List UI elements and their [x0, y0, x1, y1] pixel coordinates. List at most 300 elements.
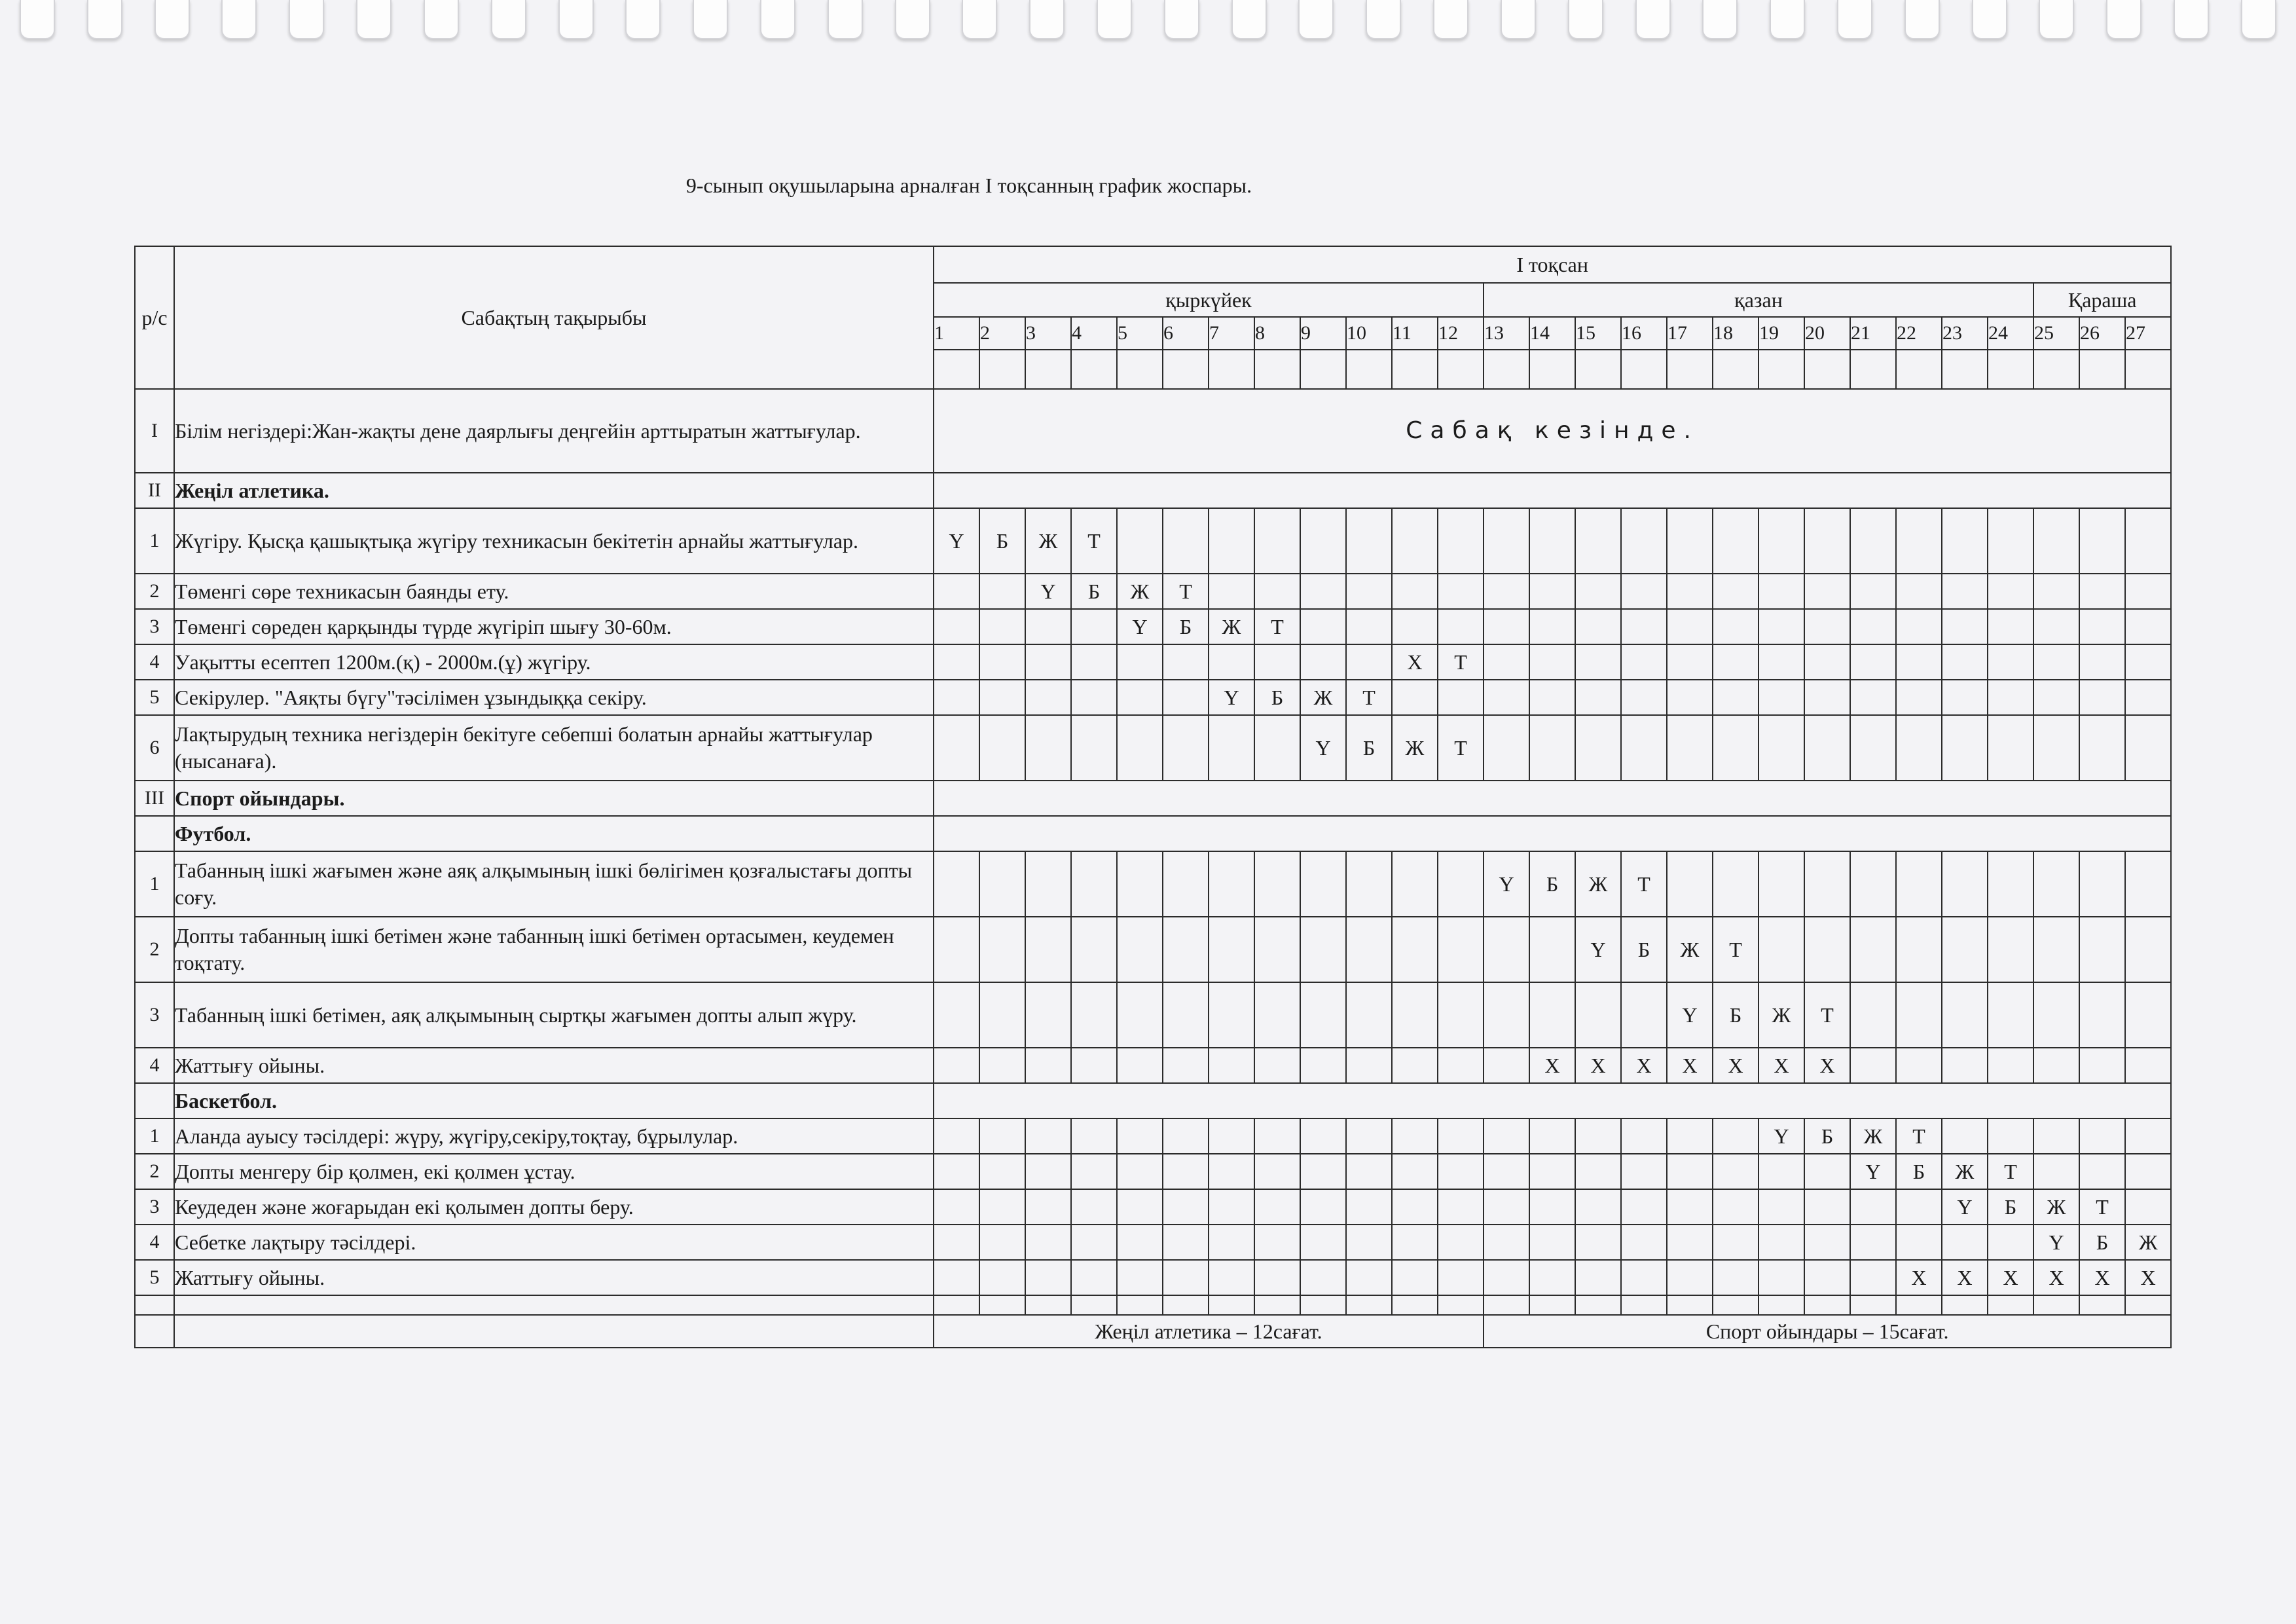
binding-ring — [1972, 0, 2007, 39]
schedule-cell — [1300, 1225, 1346, 1260]
schedule-cell — [1988, 851, 2033, 917]
binding-ring — [491, 0, 526, 39]
schedule-cell — [1667, 574, 1713, 609]
schedule-cell — [1758, 715, 1804, 781]
schedule-cell — [2033, 644, 2079, 680]
schedule-cell — [1713, 715, 1758, 781]
schedule-cell: Х — [1942, 1260, 1988, 1295]
row-topic: Табанның ішкі бетімен, аяқ алқымының сыртқы жағымен допты алып жүру. — [174, 982, 934, 1048]
row-number: ІІІ — [135, 781, 174, 816]
footer-num — [135, 1315, 174, 1348]
schedule-cell — [1117, 508, 1163, 574]
schedule-cell: Х — [1988, 1260, 2033, 1295]
schedule-cell — [1667, 609, 1713, 644]
schedule-cell — [1713, 1189, 1758, 1225]
schedule-cell — [1346, 1260, 1392, 1295]
schedule-cell — [1071, 680, 1117, 715]
schedule-cell — [1758, 851, 1804, 917]
schedule-cell — [2125, 574, 2171, 609]
schedule-cell — [1804, 574, 1850, 609]
schedule-cell — [1163, 644, 1209, 680]
schedule-cell — [1804, 609, 1850, 644]
schedule-cell — [1850, 680, 1896, 715]
schedule-cell — [1392, 851, 1438, 917]
table-row — [135, 816, 2171, 851]
schedule-cell — [1758, 917, 1804, 982]
schedule-cell: Б — [1896, 1154, 1942, 1189]
schedule-cell — [1942, 1118, 1988, 1154]
table-row — [135, 574, 2171, 609]
schedule-cell — [1163, 851, 1209, 917]
schedule-cell — [1529, 508, 1575, 574]
schedule-cell: Х — [1713, 1048, 1758, 1083]
schedule-cell — [1621, 982, 1667, 1048]
schedule-cell — [1071, 644, 1117, 680]
binding-ring — [1231, 0, 1267, 39]
row-topic: Спорт ойындары. — [174, 781, 934, 816]
schedule-cell — [1850, 1295, 1896, 1315]
header-day-number: 21 — [1850, 317, 1896, 350]
schedule-cell — [1254, 574, 1300, 609]
schedule-cell — [934, 1118, 979, 1154]
row-topic: Жүгіру. Қысқа қашықтықа жүгіру техникасын бекітетін арнайы жаттығулар. — [174, 508, 934, 574]
schedule-cell — [2079, 609, 2125, 644]
schedule-cell — [979, 1260, 1025, 1295]
schedule-cell — [1209, 1048, 1254, 1083]
schedule-cell — [1209, 917, 1254, 982]
header-day-number: 5 — [1117, 317, 1163, 350]
schedule-cell — [1117, 644, 1163, 680]
schedule-cell — [1667, 851, 1713, 917]
schedule-cell — [1254, 1295, 1300, 1315]
schedule-cell — [1942, 609, 1988, 644]
binding-ring — [1164, 0, 1199, 39]
schedule-cell — [1209, 851, 1254, 917]
schedule-cell — [1254, 1154, 1300, 1189]
schedule-cell — [1209, 508, 1254, 574]
row-number: 2 — [135, 917, 174, 982]
schedule-cell — [1438, 982, 1484, 1048]
schedule-cell — [1621, 1154, 1667, 1189]
header-day-number: 8 — [1254, 317, 1300, 350]
schedule-cell — [1163, 917, 1209, 982]
binding-ring — [1837, 0, 1872, 39]
schedule-cell — [1850, 1189, 1896, 1225]
schedule-cell — [2125, 1048, 2171, 1083]
schedule-cell — [2079, 1295, 2125, 1315]
header-month: қыркүйек — [934, 283, 1484, 317]
schedule-cell — [1117, 917, 1163, 982]
schedule-cell: Т — [1346, 680, 1392, 715]
schedule-cell — [1209, 644, 1254, 680]
row-topic: Себетке лақтыру тәсілдері. — [174, 1225, 934, 1260]
schedule-cell — [1667, 715, 1713, 781]
schedule-cell — [1575, 1189, 1621, 1225]
schedule-cell — [1025, 1118, 1071, 1154]
schedule-cell — [1529, 574, 1575, 609]
schedule-cell — [2125, 644, 2171, 680]
schedule-cell — [1529, 1189, 1575, 1225]
schedule-cell — [1896, 1295, 1942, 1315]
header-day-number: 13 — [1484, 317, 1529, 350]
schedule-cell — [1117, 1189, 1163, 1225]
schedule-cell — [1300, 1154, 1346, 1189]
schedule-cell — [1667, 644, 1713, 680]
schedule-cell — [1850, 917, 1896, 982]
schedule-cell — [1071, 609, 1117, 644]
binding-ring — [962, 0, 997, 39]
schedule-cell — [2079, 982, 2125, 1048]
schedule-cell — [1209, 1225, 1254, 1260]
footer-topic — [174, 1315, 934, 1348]
spiral-binding — [0, 0, 2296, 52]
row-number: 3 — [135, 982, 174, 1048]
schedule-cell — [1484, 1225, 1529, 1260]
schedule-cell — [1804, 1260, 1850, 1295]
schedule-cell: Ү — [1667, 982, 1713, 1048]
schedule-cell — [1896, 680, 1942, 715]
schedule-cell — [1850, 508, 1896, 574]
schedule-cell — [1621, 1295, 1667, 1315]
row-topic: Жаттығу ойыны. — [174, 1260, 934, 1295]
binding-ring — [221, 0, 257, 39]
schedule-cell — [934, 574, 979, 609]
schedule-cell — [1484, 609, 1529, 644]
row-topic: Төменгі сөре техникасын баянды ету. — [174, 574, 934, 609]
schedule-cell — [1850, 644, 1896, 680]
schedule-cell — [1300, 508, 1346, 574]
header-blank-cell — [1713, 350, 1758, 389]
schedule-cell — [2033, 982, 2079, 1048]
schedule-cell — [2079, 644, 2125, 680]
schedule-cell — [979, 574, 1025, 609]
schedule-cell — [1529, 1225, 1575, 1260]
schedule-cell — [1346, 1118, 1392, 1154]
row-number: 1 — [135, 1118, 174, 1154]
row-topic: Төменгі сөреден қарқынды түрде жүгіріп шығу 30-60м. — [174, 609, 934, 644]
schedule-cell: Ж — [1850, 1118, 1896, 1154]
schedule-cell — [1850, 715, 1896, 781]
schedule-cell — [979, 982, 1025, 1048]
schedule-cell — [1300, 982, 1346, 1048]
schedule-cell — [1025, 1048, 1071, 1083]
schedule-cell: Ж — [1025, 508, 1071, 574]
schedule-cell: Т — [1713, 917, 1758, 982]
schedule-cell — [2033, 917, 2079, 982]
schedule-cell — [1071, 917, 1117, 982]
schedule-cell — [2033, 609, 2079, 644]
header-day-number: 24 — [1988, 317, 2033, 350]
schedule-cell — [1163, 1260, 1209, 1295]
schedule-cell — [1804, 715, 1850, 781]
schedule-cell — [1025, 851, 1071, 917]
binding-ring — [1702, 0, 1738, 39]
schedule-cell — [2033, 1154, 2079, 1189]
schedule-cell — [1163, 1189, 1209, 1225]
schedule-cell — [2033, 715, 2079, 781]
binding-ring — [828, 0, 863, 39]
schedule-table-wrap — [134, 246, 2172, 1348]
schedule-cell — [1392, 1189, 1438, 1225]
schedule-cell: Ж — [1942, 1154, 1988, 1189]
table-row — [135, 715, 2171, 781]
schedule-cell — [1804, 508, 1850, 574]
schedule-cell — [1254, 917, 1300, 982]
header-blank-cell — [1346, 350, 1392, 389]
schedule-cell — [1117, 715, 1163, 781]
schedule-cell — [1942, 1295, 1988, 1315]
row-span-blank — [934, 473, 2171, 508]
binding-ring — [1097, 0, 1132, 39]
schedule-cell — [2079, 680, 2125, 715]
schedule-cell — [1209, 1189, 1254, 1225]
schedule-cell — [1758, 1189, 1804, 1225]
schedule-cell — [1896, 574, 1942, 609]
row-topic: Футбол. — [174, 816, 934, 851]
schedule-cell: Х — [1896, 1260, 1942, 1295]
schedule-cell — [1300, 1048, 1346, 1083]
schedule-cell — [1484, 644, 1529, 680]
schedule-cell — [1346, 1154, 1392, 1189]
schedule-cell — [1942, 1225, 1988, 1260]
schedule-cell — [979, 917, 1025, 982]
schedule-cell — [1025, 982, 1071, 1048]
schedule-cell: Х — [1804, 1048, 1850, 1083]
schedule-cell — [1850, 982, 1896, 1048]
schedule-cell: Т — [1438, 715, 1484, 781]
schedule-cell — [1163, 1118, 1209, 1154]
row-topic: Кеудеден және жоғарыдан екі қолымен допты беру. — [174, 1189, 934, 1225]
schedule-cell: Б — [1346, 715, 1392, 781]
binding-ring — [1635, 0, 1671, 39]
schedule-cell — [2079, 1048, 2125, 1083]
row-topic: Допты табанның ішкі бетімен және табанның ішкі бетімен ортасымен, кеудемен тоқтату. — [174, 917, 934, 982]
schedule-cell — [1621, 680, 1667, 715]
table-row — [135, 609, 2171, 644]
schedule-cell — [1209, 1154, 1254, 1189]
schedule-cell — [979, 1154, 1025, 1189]
schedule-cell — [1896, 609, 1942, 644]
schedule-cell — [1438, 1048, 1484, 1083]
schedule-cell: Т — [2079, 1189, 2125, 1225]
table-row — [135, 1154, 2171, 1189]
schedule-cell — [1392, 1295, 1438, 1315]
schedule-cell — [1621, 609, 1667, 644]
schedule-cell — [1254, 644, 1300, 680]
header-day-number: 1 — [934, 317, 979, 350]
binding-ring — [693, 0, 728, 39]
schedule-cell — [1300, 1189, 1346, 1225]
schedule-cell — [1758, 508, 1804, 574]
header-day-number: 4 — [1071, 317, 1117, 350]
schedule-cell — [1575, 508, 1621, 574]
schedule-cell — [1942, 574, 1988, 609]
schedule-cell — [1758, 1225, 1804, 1260]
schedule-cell — [1392, 1225, 1438, 1260]
schedule-cell — [1163, 508, 1209, 574]
schedule-cell — [1071, 1295, 1117, 1315]
schedule-cell — [2079, 715, 2125, 781]
schedule-cell — [1071, 1260, 1117, 1295]
schedule-cell — [1254, 851, 1300, 917]
schedule-cell — [1163, 1225, 1209, 1260]
schedule-cell — [1758, 609, 1804, 644]
header-blank-cell — [1438, 350, 1484, 389]
schedule-cell — [2033, 1048, 2079, 1083]
binding-ring — [895, 0, 930, 39]
header-day-number: 19 — [1758, 317, 1804, 350]
header-blank-cell — [1621, 350, 1667, 389]
header-row-quarter — [135, 246, 2171, 283]
schedule-cell — [1713, 1118, 1758, 1154]
row-number: ІІ — [135, 473, 174, 508]
schedule-cell — [1254, 982, 1300, 1048]
header-day-number: 20 — [1804, 317, 1850, 350]
schedule-cell — [1529, 917, 1575, 982]
row-note: Сабақ кезінде. — [934, 389, 2171, 473]
row-topic: Білім негіздері:Жан-жақты дене даярлығы деңгейін арттыратын жаттығулар. — [174, 389, 934, 473]
schedule-cell: Ү — [1025, 574, 1071, 609]
binding-ring — [1298, 0, 1334, 39]
schedule-cell — [1988, 609, 2033, 644]
schedule-cell — [1163, 715, 1209, 781]
schedule-cell — [1484, 1295, 1529, 1315]
schedule-cell — [1850, 1048, 1896, 1083]
schedule-cell: Т — [1071, 508, 1117, 574]
header-day-number: 26 — [2079, 317, 2125, 350]
schedule-cell — [1575, 982, 1621, 1048]
schedule-cell — [2125, 508, 2171, 574]
schedule-cell — [1484, 1189, 1529, 1225]
schedule-cell — [1667, 680, 1713, 715]
schedule-cell — [1529, 982, 1575, 1048]
schedule-cell — [1438, 574, 1484, 609]
schedule-cell — [1025, 644, 1071, 680]
binding-ring — [356, 0, 392, 39]
header-month: қазан — [1484, 283, 2033, 317]
schedule-cell: Ү — [1758, 1118, 1804, 1154]
table-row — [135, 851, 2171, 917]
row-topic: Лақтырудың техника негіздерін бекітуге себепші болатын арнайы жаттығулар (нысанаға). — [174, 715, 934, 781]
schedule-cell: Т — [1254, 609, 1300, 644]
schedule-cell — [1988, 982, 2033, 1048]
binding-ring — [2106, 0, 2141, 39]
schedule-cell — [2079, 508, 2125, 574]
schedule-cell — [1438, 1260, 1484, 1295]
schedule-cell — [1758, 680, 1804, 715]
binding-ring — [625, 0, 661, 39]
schedule-cell — [1117, 1154, 1163, 1189]
schedule-cell — [1529, 609, 1575, 644]
header-quarter: І тоқсан — [934, 246, 2171, 283]
schedule-cell — [1988, 917, 2033, 982]
schedule-cell — [1484, 917, 1529, 982]
schedule-cell: Х — [1529, 1048, 1575, 1083]
schedule-cell — [1896, 917, 1942, 982]
schedule-cell — [1988, 574, 2033, 609]
schedule-cell: Ү — [2033, 1225, 2079, 1260]
schedule-cell — [1346, 982, 1392, 1048]
header-day-number: 3 — [1025, 317, 1071, 350]
schedule-cell — [979, 1295, 1025, 1315]
schedule-cell — [1163, 982, 1209, 1048]
schedule-cell — [2125, 917, 2171, 982]
header-blank-cell — [1758, 350, 1804, 389]
row-number: 1 — [135, 851, 174, 917]
schedule-cell — [1346, 1225, 1392, 1260]
schedule-cell — [1209, 1118, 1254, 1154]
schedule-cell — [934, 715, 979, 781]
schedule-cell — [1163, 1154, 1209, 1189]
schedule-cell — [1300, 574, 1346, 609]
header-blank-cell — [1575, 350, 1621, 389]
schedule-cell — [1575, 680, 1621, 715]
schedule-cell — [1346, 1295, 1392, 1315]
schedule-cell — [1529, 1295, 1575, 1315]
schedule-cell — [1346, 851, 1392, 917]
schedule-cell — [1346, 1048, 1392, 1083]
binding-ring — [2241, 0, 2276, 39]
schedule-cell — [1484, 508, 1529, 574]
schedule-cell: Б — [979, 508, 1025, 574]
schedule-cell — [1575, 609, 1621, 644]
binding-ring — [289, 0, 324, 39]
schedule-cell — [1025, 917, 1071, 982]
header-blank-cell — [1025, 350, 1071, 389]
schedule-cell — [2079, 574, 2125, 609]
schedule-cell — [1575, 644, 1621, 680]
schedule-cell — [1942, 715, 1988, 781]
schedule-cell — [1667, 1225, 1713, 1260]
schedule-cell — [1025, 715, 1071, 781]
schedule-cell — [1896, 1189, 1942, 1225]
schedule-cell — [1667, 1118, 1713, 1154]
header-day-number: 15 — [1575, 317, 1621, 350]
header-day-number: 9 — [1300, 317, 1346, 350]
schedule-cell: Х — [2125, 1260, 2171, 1295]
schedule-cell — [1758, 1295, 1804, 1315]
header-day-number: 12 — [1438, 317, 1484, 350]
row-number: 5 — [135, 1260, 174, 1295]
header-blank-cell — [1529, 350, 1575, 389]
schedule-cell: Б — [1804, 1118, 1850, 1154]
header-day-number: 22 — [1896, 317, 1942, 350]
header-blank-cell — [1942, 350, 1988, 389]
header-day-number: 16 — [1621, 317, 1667, 350]
schedule-cell: Ж — [1300, 680, 1346, 715]
row-number: 3 — [135, 609, 174, 644]
schedule-cell — [1025, 1295, 1071, 1315]
row-number: 4 — [135, 644, 174, 680]
row-number — [135, 816, 174, 851]
schedule-cell — [1896, 851, 1942, 917]
schedule-cell — [1071, 1225, 1117, 1260]
schedule-cell — [1392, 508, 1438, 574]
schedule-cell — [979, 609, 1025, 644]
schedule-cell — [1713, 851, 1758, 917]
schedule-cell — [1346, 644, 1392, 680]
schedule-cell — [1392, 574, 1438, 609]
schedule-cell — [1850, 574, 1896, 609]
row-topic — [174, 1295, 934, 1315]
schedule-cell: Т — [1804, 982, 1850, 1048]
schedule-cell — [1713, 1154, 1758, 1189]
header-blank-cell — [2125, 350, 2171, 389]
schedule-cell: Б — [1254, 680, 1300, 715]
binding-ring — [558, 0, 594, 39]
schedule-cell — [1988, 1048, 2033, 1083]
header-blank-cell — [1804, 350, 1850, 389]
